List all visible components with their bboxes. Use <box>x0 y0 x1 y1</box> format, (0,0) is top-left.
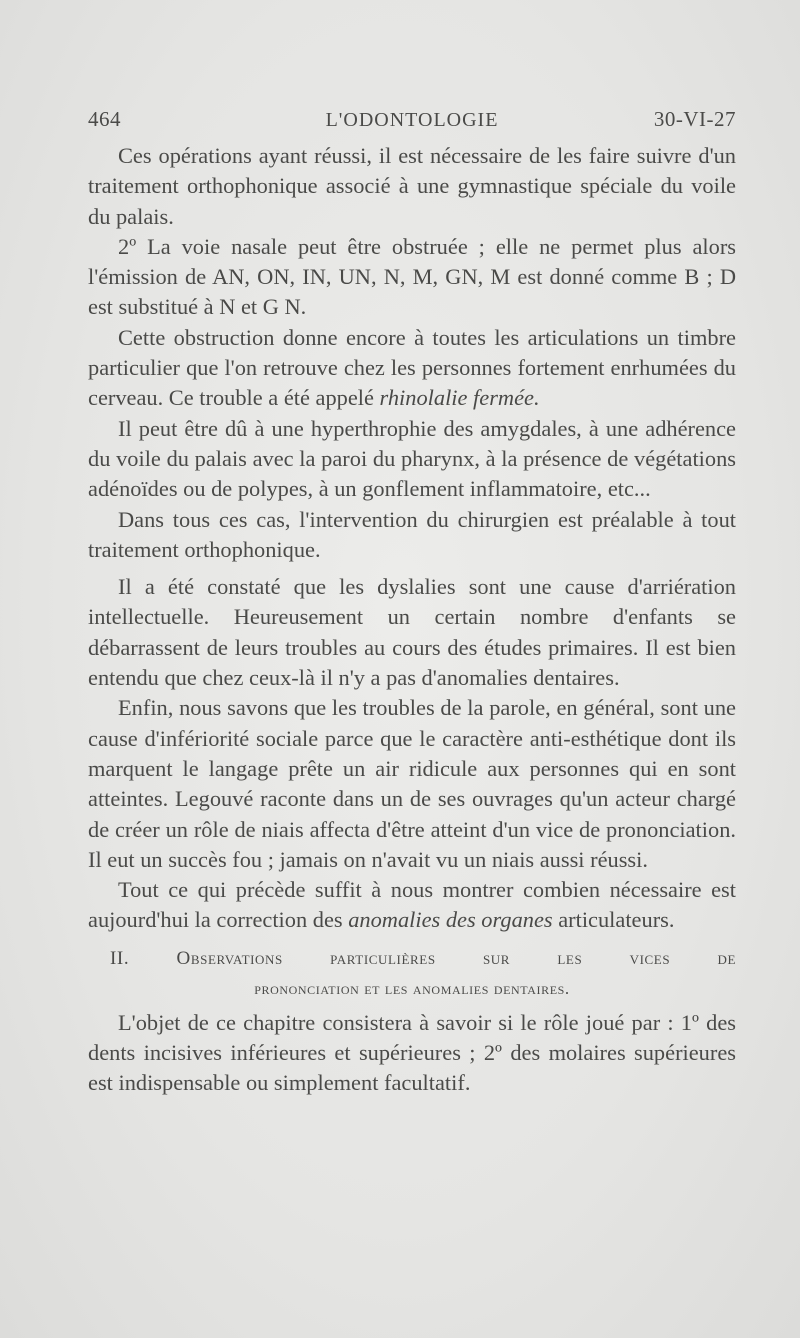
running-header <box>88 107 736 137</box>
section-heading-line: II. Observations particulières sur les vices de <box>110 947 736 969</box>
paragraph: Il a été constaté que les dyslalies sont une cause d'arriération intellectuelle. Heureusement un certain nombre d'enfants se débarrassent de leurs troubles au cours des études primaires. Il est bien entendu que chez ceux-là il n'y a pas d'anomalies dentaires. <box>88 574 736 691</box>
term-anomalies: anomalies des organes <box>348 907 553 933</box>
paragraph-text: articulateurs. <box>552 907 675 933</box>
paragraph-rhinolalie <box>88 323 736 414</box>
term-rhinolalie: rhinolalie fermée. <box>379 385 540 411</box>
paragraph-text: Cette obstruction donne encore à toutes les articulations un timbre particulier que l'on retrouve chez les personnes fortement enrhumées du cerveau. Ce trouble a été appelé <box>88 324 736 411</box>
journal-title: L'ODONTOLOGIE <box>325 109 499 131</box>
section-heading <box>88 944 736 1004</box>
paragraph: Il peut être dû à une hyperthrophie des amygdales, à une adhérence du voile du palais avec la paroi du pharynx, à la présence de végétations adénoïdes ou de polypes, à un gonflement inflammatoire, etc... <box>88 415 736 502</box>
paragraph: L'objet de ce chapitre consistera à savoir si le rôle joué par : 1º des dents incisives inférieures et supérieures ; 2º des molaires supérieures est indispensable ou simplement facultatif. <box>88 1009 736 1096</box>
section-heading-line: prononciation et les anomalies dentaires. <box>254 978 570 998</box>
issue-date: 30-VI-27 <box>653 107 736 131</box>
paragraph: 2º La voie nasale peut être obstruée ; elle ne permet plus alors l'émission de AN, ON, IN, UN, N, M, GN, M est donné comme B ; D est substitué à N et G N. <box>88 233 736 320</box>
paragraph: Dans tous ces cas, l'intervention du chirurgien est préalable à tout traitement orthophonique. <box>88 506 736 562</box>
page-number: 464 <box>88 107 121 131</box>
paragraph-conclusion <box>88 875 736 936</box>
paragraph: Enfin, nous savons que les troubles de la parole, en général, sont une cause d'infériorité sociale parce que le caractère anti-esthétique dont ils marquent le langage prête un air ridicule aux personnes qui en sont atteintes. Legouvé raconte dans un de ses ouvrages qu'un acteur chargé de créer un rôle de niais affecta d'être atteint d'un vice de prononciation. Il eut un succès fou ; jamais on n'avait vu un niais aussi réussi. <box>88 695 736 872</box>
paragraph: Ces opérations ayant réussi, il est nécessaire de les faire suivre d'un traitement orthophonique associé à une gymnastique spéciale du voile du palais. <box>88 143 736 229</box>
paragraph-text: Tout ce qui précède suffit à nous montrer combien nécessaire est aujourd'hui la correction des <box>88 877 736 933</box>
body-text <box>88 141 736 1099</box>
